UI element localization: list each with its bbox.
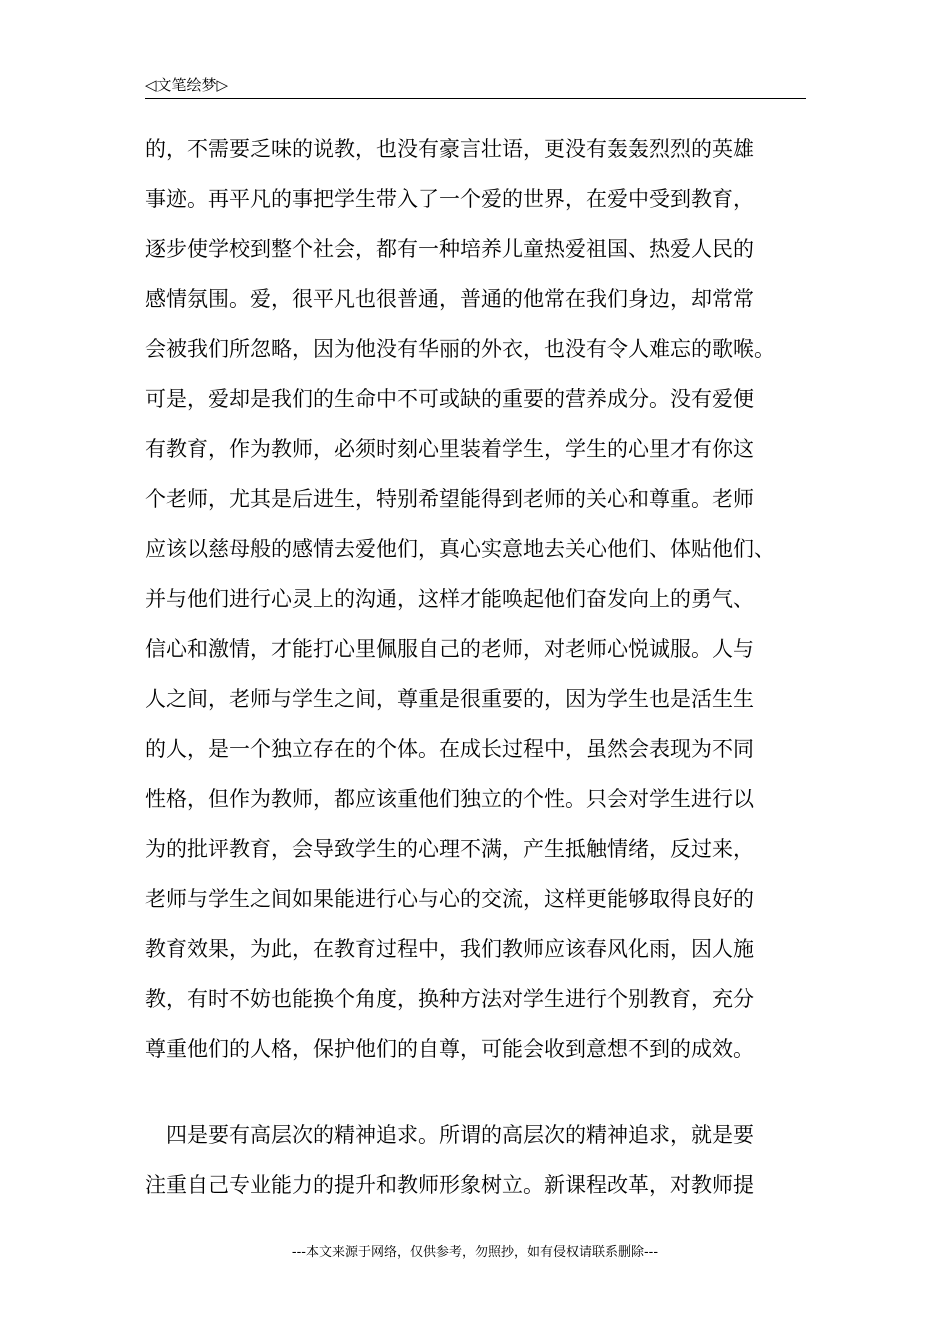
text-line: 教育效果，为此，在教育过程中，我们教师应该春风化雨，因人施	[145, 937, 754, 961]
paragraph-spacer	[145, 1074, 807, 1110]
text-line: 性格，但作为教师，都应该重他们独立的个性。只会对学生进行以	[145, 787, 754, 811]
page-footer-disclaimer: ---本文来源于网络，仅供参考，勿照抄，如有侵权请联系删除---	[291, 1245, 659, 1260]
text-line: 教，有时不妨也能换个角度，换种方法对学生进行个别教育，充分	[145, 987, 754, 1011]
text-line: 信心和激情，才能打心里佩服自己的老师，对老师心悦诚服。人与	[145, 637, 754, 661]
text-line: 老师与学生之间如果能进行心与心的交流，这样更能够取得良好的	[145, 887, 754, 911]
text-line: 的，不需要乏味的说教，也没有豪言壮语，更没有轰轰烈烈的英雄	[145, 137, 754, 161]
text-line: 四是要有高层次的精神追求。所谓的高层次的精神追求，就是要	[145, 1123, 754, 1147]
text-line: 人之间，老师与学生之间，尊重是很重要的，因为学生也是活生生	[145, 687, 754, 711]
paragraph-2	[145, 1110, 807, 1210]
text-line: 的人，是一个独立存在的个体。在成长过程中，虽然会表现为不同	[145, 737, 754, 761]
header-title: ◁文笔绘梦▷	[145, 76, 229, 94]
text-line: 个老师，尤其是后进生，特别希望能得到老师的关心和尊重。老师	[145, 487, 754, 511]
text-line: 应该以慈母般的感情去爱他们，真心实意地去关心他们、体贴他们、	[145, 537, 775, 561]
text-line: 会被我们所忽略，因为他没有华丽的外衣，也没有令人难忘的歌喉。	[145, 337, 775, 361]
text-line: 有教育，作为教师，必须时刻心里装着学生，学生的心里才有你这	[145, 437, 754, 461]
text-line: 尊重他们的人格，保护他们的自尊，可能会收到意想不到的成效。	[145, 1037, 754, 1061]
text-line: 事迹。再平凡的事把学生带入了一个爱的世界，在爱中受到教育，	[145, 187, 754, 211]
paragraph-1	[145, 124, 807, 1074]
text-line: 为的批评教育，会导致学生的心理不满，产生抵触情绪，反过来，	[145, 837, 754, 861]
page-header	[145, 74, 806, 99]
document-body	[145, 124, 807, 1210]
text-line: 感情氛围。爱，很平凡也很普通，普通的他常在我们身边，却常常	[145, 287, 754, 311]
text-line: 并与他们进行心灵上的沟通，这样才能唤起他们奋发向上的勇气、	[145, 587, 754, 611]
text-line: 可是，爱却是我们的生命中不可或缺的重要的营养成分。没有爱便	[145, 387, 754, 411]
text-line: 注重自己专业能力的提升和教师形象树立。新课程改革，对教师提	[145, 1173, 754, 1197]
text-line: 逐步使学校到整个社会，都有一种培养儿童热爱祖国、热爱人民的	[145, 237, 754, 261]
